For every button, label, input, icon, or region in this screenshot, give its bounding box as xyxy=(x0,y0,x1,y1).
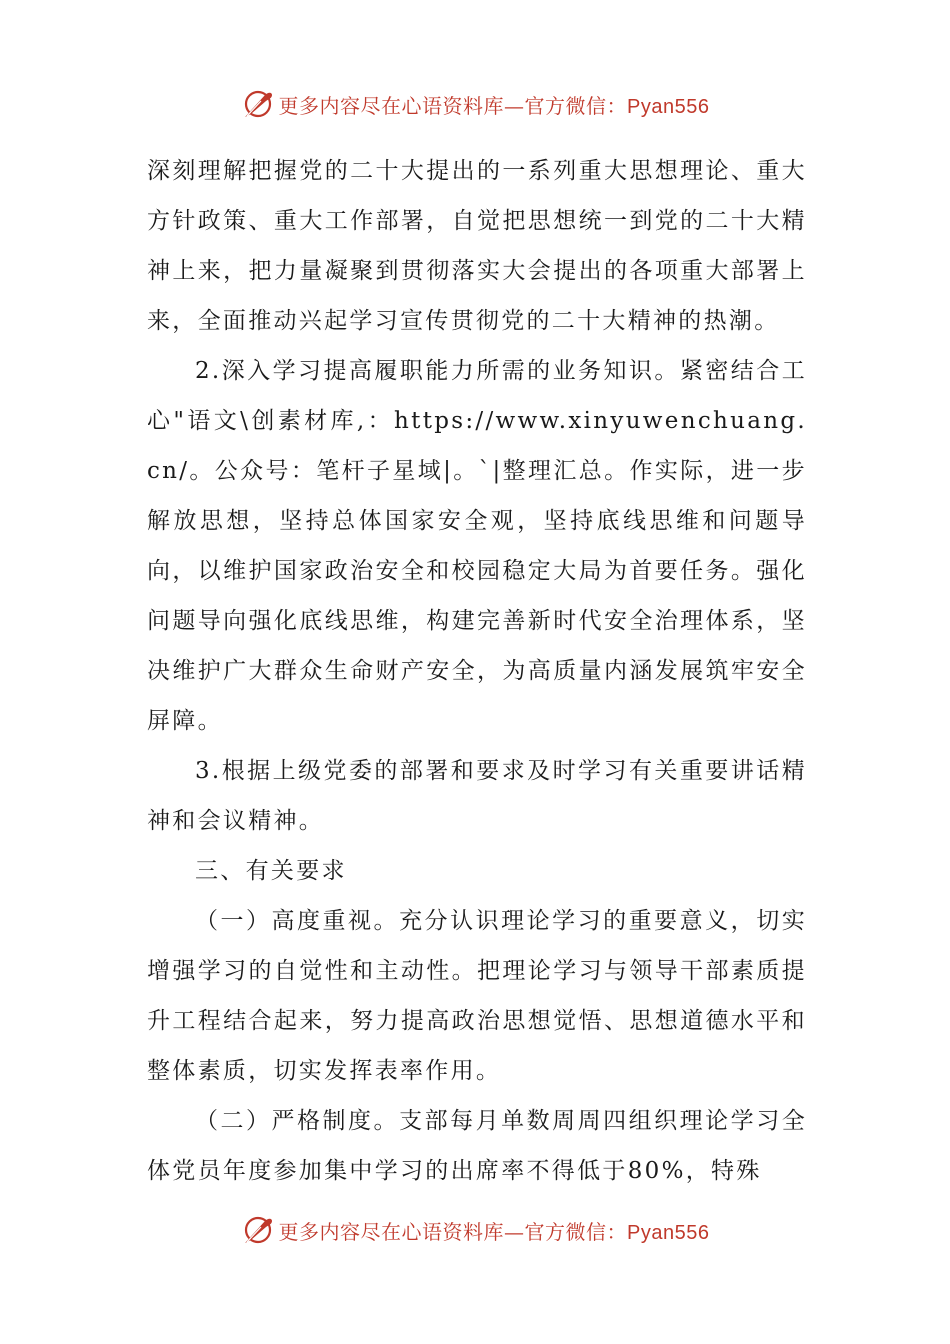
paragraph-item-3: 3.根据上级党委的部署和要求及时学习有关重要讲话精神和会议精神。 xyxy=(147,758,807,834)
section-heading-requirements: 三、有关要求 xyxy=(195,858,347,884)
header-banner-title: 更多内容尽在心语资料库 xyxy=(278,93,505,118)
paragraph-item-2: 2.深入学习提高履职能力所需的业务知识。紧密结合工心"语文\创素材库,：https://www.xinyuwenchuang.cn/。公众号：笔杆子星域|。`|整理汇总。作实际，进一步解放思想，坚持总体国家安全观，坚持底线思维和问题导向，以维护国家政治安全和校园稳定大局为首要任务。强化问题导向强化底线思维，构建完善新时代安全治理体系，坚决维护广大群众生命财产安全，为高质量内涵发展筑牢安全屏障。 xyxy=(147,358,807,734)
header-banner-contact-label: 官方微信： xyxy=(524,93,628,118)
paragraph-requirement-1: （一）高度重视。充分认识理论学习的重要意义，切实增强学习的自觉性和主动性。把理论学习与领导干部素质提升工程结合起来，努力提高政治思想觉悟、思想道德水平和整体素质，切实发挥表率作用。 xyxy=(147,908,807,1084)
header-banner-dash: — xyxy=(504,93,525,118)
footer-banner-contact-id: Pyan556 xyxy=(627,1221,710,1244)
footer-banner-text xyxy=(279,1216,710,1245)
footer-banner-contact-label: 官方微信： xyxy=(524,1219,628,1244)
header-banner-contact-id: Pyan556 xyxy=(627,95,710,118)
paragraph-requirement-2: （二）严格制度。支部每月单数周周四组织理论学习全体党员年度参加集中学习的出席率不得低于80%，特殊 xyxy=(147,1108,807,1184)
header-banner xyxy=(0,84,950,124)
quill-logo-icon xyxy=(241,1213,275,1247)
document-body xyxy=(147,146,807,1196)
paragraph-continuation: 深刻理解把握党的二十大提出的一系列重大思想理论、重大方针政策、重大工作部署，自觉把思想统一到党的二十大精神上来，把力量凝聚到贯彻落实大会提出的各项重大部署上来，全面推动兴起学习宣传贯彻党的二十大精神的热潮。 xyxy=(147,158,807,334)
footer-banner-dash: — xyxy=(504,1219,525,1244)
header-banner-text xyxy=(279,90,710,119)
footer-banner xyxy=(0,1210,950,1250)
footer-banner-title: 更多内容尽在心语资料库 xyxy=(278,1219,505,1244)
quill-logo-icon xyxy=(241,87,275,121)
